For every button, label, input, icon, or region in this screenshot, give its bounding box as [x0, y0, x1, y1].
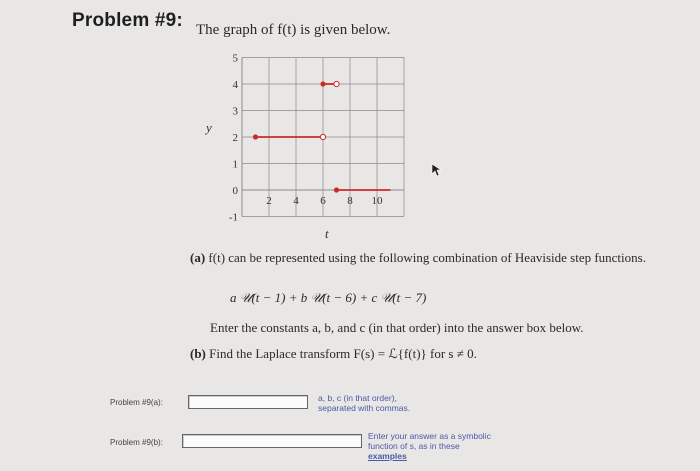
open-endpoint	[320, 134, 325, 139]
y-tick-label: 5	[232, 52, 238, 65]
problem-statement: The graph of f(t) is given below.	[196, 22, 391, 38]
x-axis-label: t	[325, 226, 329, 241]
answer-9b-label: Problem #9(b):	[110, 438, 163, 447]
x-tick-label: 4	[293, 195, 299, 207]
hint-line: a, b, c (in that order),	[318, 393, 397, 403]
y-tick-label: -1	[228, 211, 238, 224]
part-a-instruction: Enter the constants a, b, and c (in that order) into the answer box below.	[210, 320, 584, 335]
open-endpoint	[334, 81, 339, 86]
answer-9b-input[interactable]	[182, 434, 362, 448]
answer-9a-label: Problem #9(a):	[110, 398, 163, 407]
closed-endpoint	[334, 187, 339, 192]
x-tick-label: 8	[347, 195, 353, 207]
problem-title: Problem #9:	[72, 10, 183, 31]
x-tick-label: 10	[371, 195, 383, 207]
heaviside-formula: a 𝒰(t − 1) + b 𝒰(t − 6) + c 𝒰(t − 7)	[230, 290, 427, 305]
closed-endpoint	[253, 134, 258, 139]
y-axis-label: y	[206, 120, 212, 135]
function-graph	[180, 50, 430, 250]
y-tick-label: 1	[232, 158, 238, 171]
part-b-label: (b)	[190, 346, 206, 361]
hint-line: function of s, as in these	[368, 441, 460, 451]
closed-endpoint	[320, 81, 325, 86]
x-tick-label: 2	[266, 195, 272, 207]
y-tick-label: 4	[232, 79, 238, 91]
part-b-text: Find the Laplace transform F(s) = ℒ{f(t)} for s ≠ 0.	[209, 346, 477, 361]
part-b-question	[190, 346, 477, 362]
x-axis-ticks	[266, 195, 383, 207]
answer-9b-hint	[368, 431, 491, 461]
x-tick-label: 6	[320, 195, 326, 207]
y-axis-ticks	[229, 53, 239, 224]
answer-9a-input[interactable]	[188, 395, 308, 409]
part-a-text: f(t) can be represented using the following combination of Heaviside step functions.	[208, 250, 646, 265]
examples-link[interactable]: examples	[368, 451, 407, 461]
part-a-label: (a)	[190, 250, 206, 265]
answer-9a-hint	[318, 393, 410, 413]
hint-line: Enter your answer as a symbolic	[368, 431, 491, 441]
hint-line: separated with commas.	[318, 403, 411, 413]
y-tick-label: 3	[232, 105, 238, 118]
mouse-cursor-icon	[431, 163, 443, 177]
y-tick-label: 0	[232, 185, 238, 197]
part-a-question	[190, 250, 646, 266]
y-tick-label: 2	[232, 132, 238, 144]
